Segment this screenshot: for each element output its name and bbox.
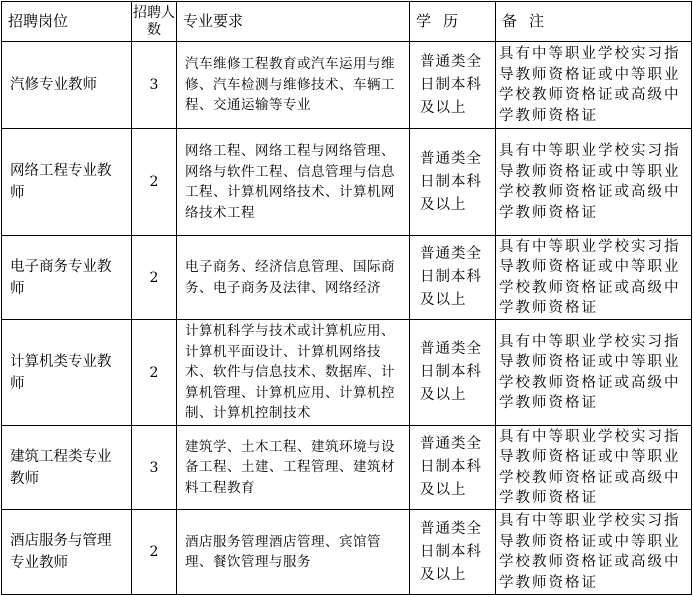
- count-cell: 2: [132, 510, 177, 595]
- table-row: [2, 129, 692, 236]
- count-cell: 3: [132, 42, 177, 129]
- position-cell: 建筑工程类专业教师: [2, 426, 132, 510]
- count-cell: 2: [132, 236, 177, 320]
- table-row: [2, 236, 692, 320]
- table-row: [2, 426, 692, 510]
- notes-cell: 具有中等职业学校实习指导教师资格证或中等职业学校教师资格证或高级中学教师资格证: [496, 426, 692, 510]
- education-cell: 普通类全日制本科及以上: [410, 510, 496, 595]
- position-cell: 计算机类专业教师: [2, 320, 132, 426]
- position-cell: 电子商务专业教师: [2, 236, 132, 320]
- table-row: [2, 510, 692, 595]
- position-cell: 酒店服务与管理专业教师: [2, 510, 132, 595]
- header-count: 招聘人数: [132, 2, 177, 42]
- major-cell: 汽车维修工程教育或汽车运用与维修、汽车检测与维修技术、车辆工程、交通运输等专业: [177, 42, 410, 129]
- table-header-row: [2, 2, 692, 42]
- education-cell: 普通类全日制本科及以上: [410, 42, 496, 129]
- notes-cell: 具有中等职业学校实习指导教师资格证或中等职业学校教师资格证或高级中学教师资格证: [496, 42, 692, 129]
- header-position: 招聘岗位: [2, 2, 132, 42]
- notes-cell: 具有中等职业学校实习指导教师资格证或中等职业学校教师资格证或高级中学教师资格证: [496, 320, 692, 426]
- table-row: [2, 320, 692, 426]
- header-education: 学历: [410, 2, 496, 42]
- education-cell: 普通类全日制本科及以上: [410, 426, 496, 510]
- notes-cell: 具有中等职业学校实习指导教师资格证或中等职业学校教师资格证或高级中学教师资格证: [496, 236, 692, 320]
- header-major: 专业要求: [177, 2, 410, 42]
- major-cell: 计算机科学与技术或计算机应用、计算机平面设计、计算机网络技术、软件与信息技术、数据库、计算机管理、计算机应用、计算机控制、计算机控制技术: [177, 320, 410, 426]
- count-cell: 2: [132, 129, 177, 236]
- education-cell: 普通类全日制本科及以上: [410, 236, 496, 320]
- notes-cell: 具有中等职业学校实习指导教师资格证或中等职业学校教师资格证或高级中学教师资格证: [496, 129, 692, 236]
- major-cell: 电子商务、经济信息管理、国际商务、电子商务及法律、网络经济: [177, 236, 410, 320]
- major-cell: 酒店服务管理酒店管理、宾馆管理、餐饮管理与服务: [177, 510, 410, 595]
- recruitment-table: [1, 1, 692, 595]
- header-notes: 备注: [496, 2, 692, 42]
- notes-cell: 具有中等职业学校实习指导教师资格证或中等职业学校教师资格证或高级中学教师资格证: [496, 510, 692, 595]
- position-cell: 汽修专业教师: [2, 42, 132, 129]
- major-cell: 建筑学、土木工程、建筑环境与设备工程、土建、工程管理、建筑材料工程教育: [177, 426, 410, 510]
- education-cell: 普通类全日制本科及以上: [410, 129, 496, 236]
- education-cell: 普通类全日制本科及以上: [410, 320, 496, 426]
- count-cell: 3: [132, 426, 177, 510]
- table-row: [2, 42, 692, 129]
- major-cell: 网络工程、网络工程与网络管理、网络与软件工程、信息管理与信息工程、计算机网络技术、计算机网络技术工程: [177, 129, 410, 236]
- count-cell: 2: [132, 320, 177, 426]
- position-cell: 网络工程专业教师: [2, 129, 132, 236]
